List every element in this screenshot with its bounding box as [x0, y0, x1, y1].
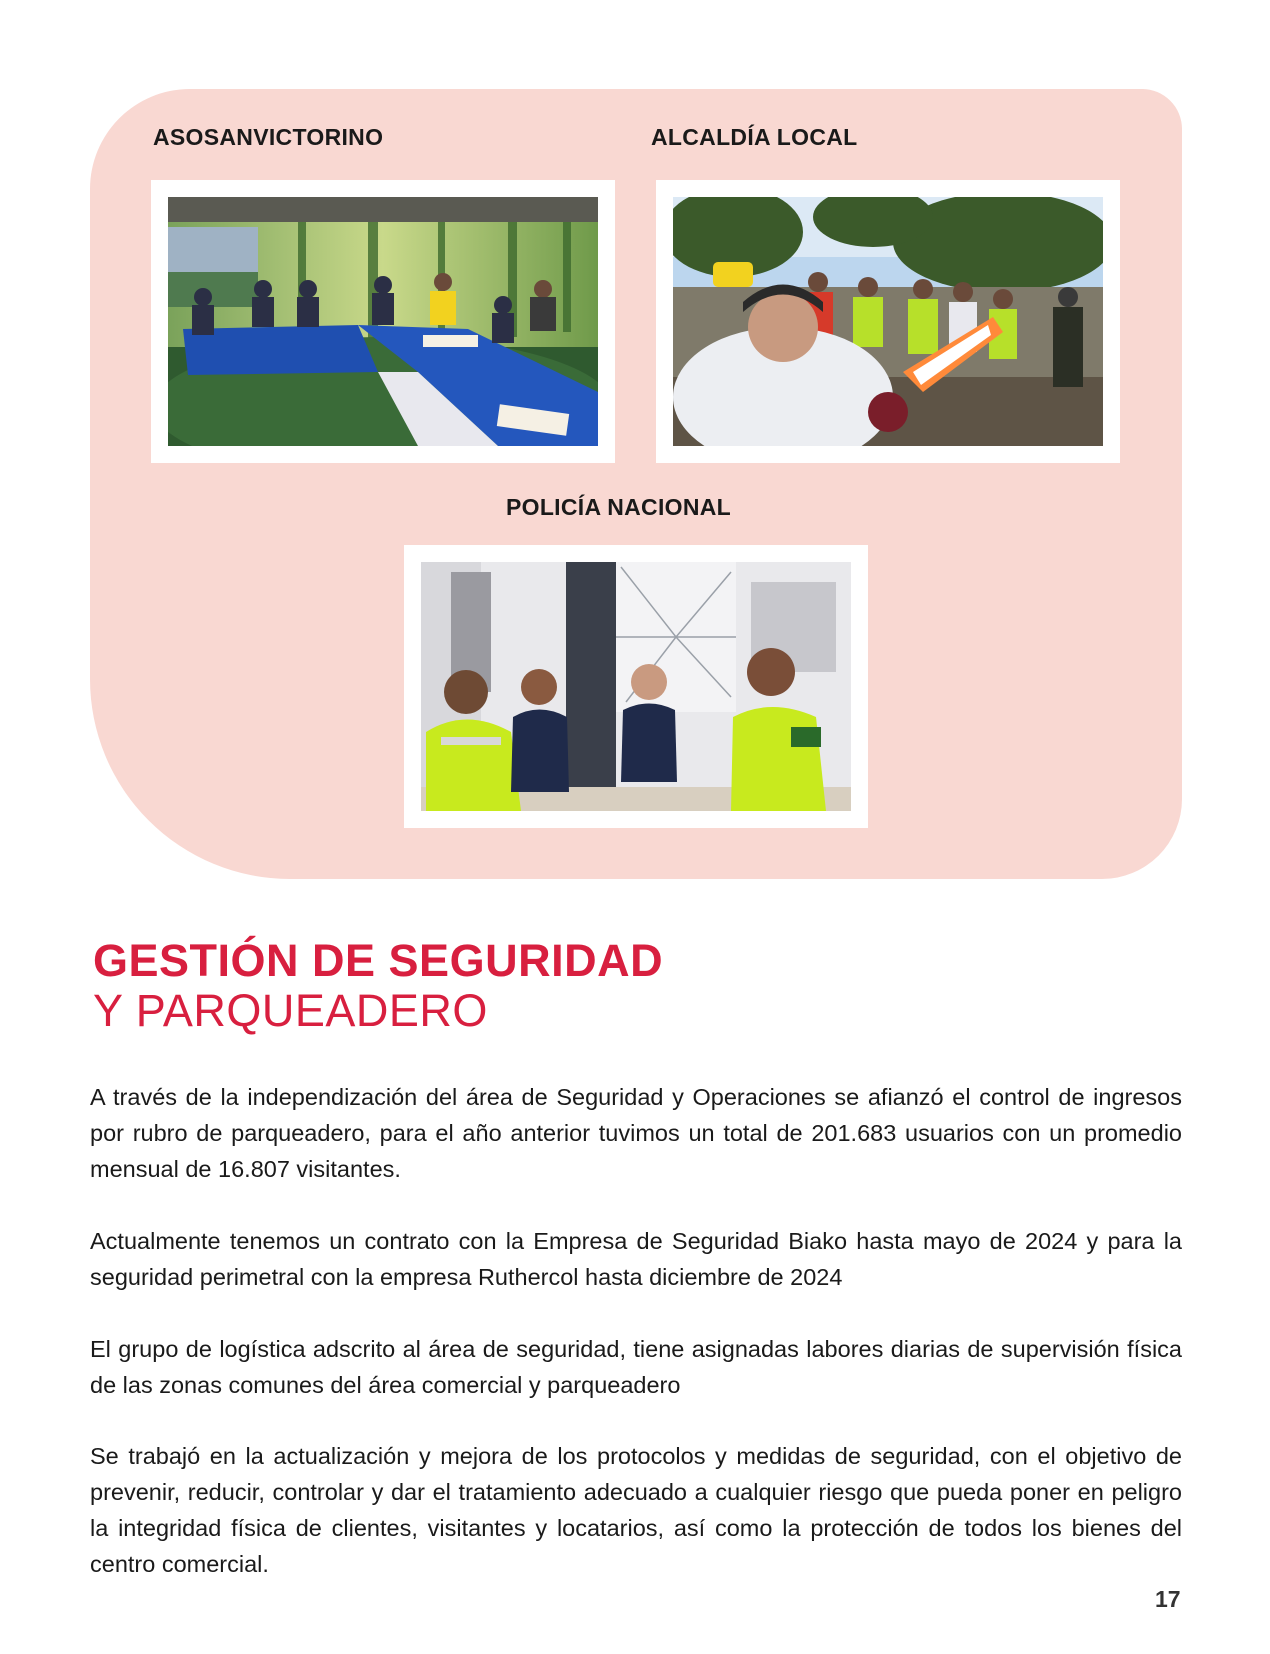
caption-alcaldia-local: ALCALDÍA LOCAL [651, 124, 858, 150]
meeting-room-photo [168, 197, 598, 446]
outdoor-meeting-photo [673, 197, 1103, 446]
page-number: 17 [1155, 1586, 1181, 1612]
caption-policia-nacional: POLICÍA NACIONAL [506, 494, 731, 520]
paragraph-security-contracts: Actualmente tenemos un contrato con la Empresa de Seguridad Biako hasta mayo de 2024 y para la seguridad perimetral con la empresa Ruthercol hasta diciembre de 2024 [90, 1228, 1182, 1290]
paragraph-parking-control: A través de la independización del área de Seguridad y Operaciones se afianzó el control de ingresos por rubro de parqueadero, para el año anterior tuvimos un total de 201.683 usuarios con un promedio mensual de 16.807 visitantes. [90, 1084, 1182, 1182]
photo-frame-alcaldia-local [656, 180, 1120, 463]
photo-frame-policia-nacional [404, 545, 868, 828]
caption-asosanvictorino: ASOSANVICTORINO [153, 124, 384, 150]
office-meeting-photo [421, 562, 851, 811]
photo-frame-asosanvictorino [151, 180, 615, 463]
section-subtitle: Y PARQUEADERO [93, 985, 488, 1036]
paragraph-logistics-group: El grupo de logística adscrito al área de seguridad, tiene asignadas labores diarias de supervisión física de las zonas comunes del área comercial y parqueadero [90, 1336, 1182, 1398]
paragraph-protocols: Se trabajó en la actualización y mejora de los protocolos y medidas de seguridad, con el objetivo de prevenir, reducir, controlar y dar el tratamiento adecuado a cualquier riesgo que pueda poner en peligro la integridad física de clientes, visitantes y locatarios, así como la protección de todos los bienes del centro comercial. [90, 1443, 1182, 1577]
section-title: GESTIÓN DE SEGURIDAD [93, 935, 664, 986]
